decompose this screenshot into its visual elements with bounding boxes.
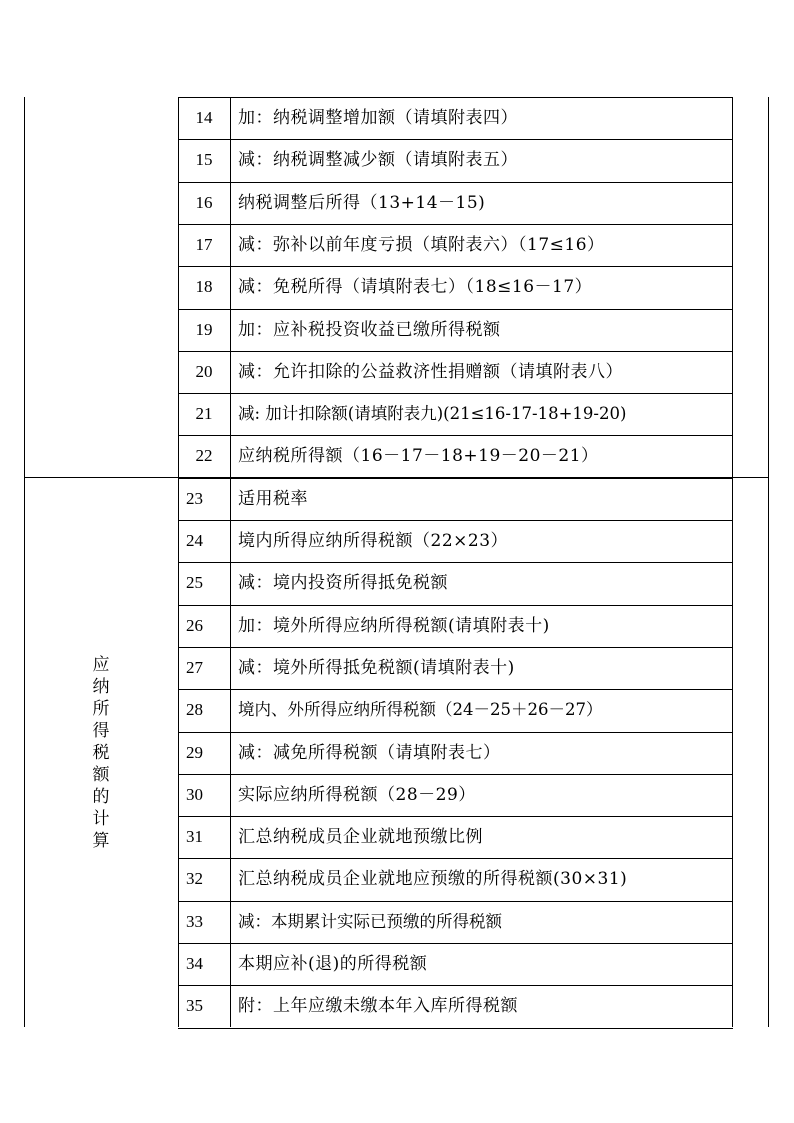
table-row bbox=[178, 393, 768, 435]
row-label: 附：上年应缴未缴本年入库所得税额 bbox=[238, 996, 518, 1017]
row-number: 18 bbox=[195, 277, 213, 297]
row-number: 29 bbox=[186, 742, 203, 762]
row-value-cell[interactable] bbox=[733, 605, 768, 647]
row-label: 加：应补税投资收益已缴所得税额 bbox=[238, 319, 501, 340]
row-number: 24 bbox=[186, 531, 203, 550]
row-label: 加：纳税调整增加额（请填附表四） bbox=[238, 108, 518, 128]
table-row bbox=[178, 816, 768, 858]
row-value-cell[interactable] bbox=[733, 985, 768, 1027]
row-value-cell[interactable] bbox=[733, 224, 768, 266]
row-label: 减：纳税调整减少额（请填附表五） bbox=[238, 150, 518, 171]
table-row bbox=[178, 266, 768, 308]
row-label: 减：弥补以前年度亏损（填附表六）（17≤16） bbox=[238, 234, 605, 255]
table-row bbox=[178, 309, 768, 351]
row-value-cell[interactable] bbox=[733, 689, 768, 731]
row-label: 汇总纳税成员企业就地应预缴的所得税额(30×31) bbox=[238, 869, 628, 890]
row-value-cell[interactable] bbox=[733, 478, 768, 520]
row-value-cell[interactable] bbox=[733, 858, 768, 900]
row-number: 22 bbox=[195, 446, 213, 466]
row-label: 减：境内投资所得抵免税额 bbox=[238, 573, 448, 594]
table-row bbox=[178, 774, 768, 816]
row-value-cell[interactable] bbox=[733, 943, 768, 985]
row-value-cell[interactable] bbox=[733, 182, 768, 224]
row-value-cell[interactable] bbox=[733, 435, 768, 477]
row-label: 适用税率 bbox=[238, 488, 308, 509]
row-number: 16 bbox=[195, 192, 213, 212]
row-label: 减：减免所得税额（请填附表七） bbox=[238, 742, 501, 763]
table-row bbox=[178, 647, 768, 689]
table-row bbox=[178, 478, 768, 520]
row-number: 20 bbox=[195, 361, 213, 381]
section-label-tax-calculation: 应纳所得税额的计算 bbox=[92, 655, 110, 851]
row-number: 26 bbox=[186, 615, 203, 635]
row-label: 减：本期累计实际已预缴的所得税额 bbox=[238, 911, 502, 931]
row-value-cell[interactable] bbox=[733, 732, 768, 774]
table-row bbox=[178, 901, 768, 943]
row-value-cell[interactable] bbox=[733, 266, 768, 308]
table-row bbox=[178, 520, 768, 562]
row-number: 34 bbox=[186, 954, 203, 973]
row-number: 23 bbox=[186, 488, 203, 508]
table-row bbox=[178, 732, 768, 774]
row-label: 境内所得应纳所得税额（22×23） bbox=[238, 531, 509, 551]
row-label: 应纳税所得额（16－17－18+19－20－21） bbox=[238, 446, 599, 467]
row-number: 33 bbox=[186, 911, 203, 931]
table-row bbox=[178, 139, 768, 181]
row-number: 25 bbox=[186, 573, 203, 593]
row-label: 减: 加计扣除额(请填附表九)(21≤16-17-18+19-20) bbox=[238, 404, 627, 424]
table-row bbox=[178, 97, 768, 139]
row-number: 21 bbox=[195, 404, 213, 424]
row-number: 35 bbox=[186, 996, 203, 1016]
row-label: 减：免税所得（请填附表七）（18≤16－17） bbox=[238, 277, 593, 298]
outer-right-border bbox=[768, 97, 769, 1027]
row-number: 15 bbox=[195, 150, 213, 170]
row-number: 17 bbox=[195, 234, 213, 254]
row-value-cell[interactable] bbox=[733, 309, 768, 351]
row-label: 实际应纳所得税额（28－29） bbox=[238, 784, 476, 805]
row-number: 14 bbox=[195, 108, 213, 127]
row-value-cell[interactable] bbox=[733, 97, 768, 139]
row-value-cell[interactable] bbox=[733, 901, 768, 943]
row-value-cell[interactable] bbox=[733, 647, 768, 689]
row-label: 汇总纳税成员企业就地预缴比例 bbox=[238, 827, 483, 848]
table-row bbox=[178, 351, 768, 393]
row-number: 28 bbox=[186, 700, 203, 720]
outer-left-border bbox=[24, 97, 25, 1027]
table-row bbox=[178, 605, 768, 647]
row-label: 减：允许扣除的公益救济性捐赠额（请填附表八） bbox=[238, 361, 623, 382]
row-label: 本期应补(退)的所得税额 bbox=[238, 954, 428, 974]
table-row bbox=[178, 943, 768, 985]
table-row bbox=[178, 562, 768, 604]
row-value-cell[interactable] bbox=[733, 520, 768, 562]
table-row bbox=[178, 858, 768, 900]
row-value-cell[interactable] bbox=[733, 351, 768, 393]
table-row bbox=[178, 182, 768, 224]
row-value-cell[interactable] bbox=[733, 393, 768, 435]
row-label: 境内、外所得应纳所得税额（24－25＋26－27） bbox=[238, 700, 603, 720]
row-value-cell[interactable] bbox=[733, 562, 768, 604]
row-label: 纳税调整后所得（13+14－15) bbox=[238, 192, 486, 213]
row-value-cell[interactable] bbox=[733, 139, 768, 181]
row-number: 19 bbox=[195, 319, 213, 339]
table-bottom-border bbox=[178, 1028, 733, 1029]
row-label: 加：境外所得应纳所得税额(请填附表十) bbox=[238, 615, 550, 636]
row-number: 30 bbox=[186, 784, 203, 804]
row-number: 32 bbox=[186, 869, 203, 889]
row-number: 31 bbox=[186, 827, 203, 847]
row-label: 减：境外所得抵免税额(请填附表十) bbox=[238, 657, 515, 678]
table-row bbox=[178, 435, 768, 477]
row-value-cell[interactable] bbox=[733, 774, 768, 816]
table-row bbox=[178, 985, 768, 1027]
table-row bbox=[178, 224, 768, 266]
row-value-cell[interactable] bbox=[733, 816, 768, 858]
row-number: 27 bbox=[186, 657, 203, 677]
table-row bbox=[178, 689, 768, 731]
